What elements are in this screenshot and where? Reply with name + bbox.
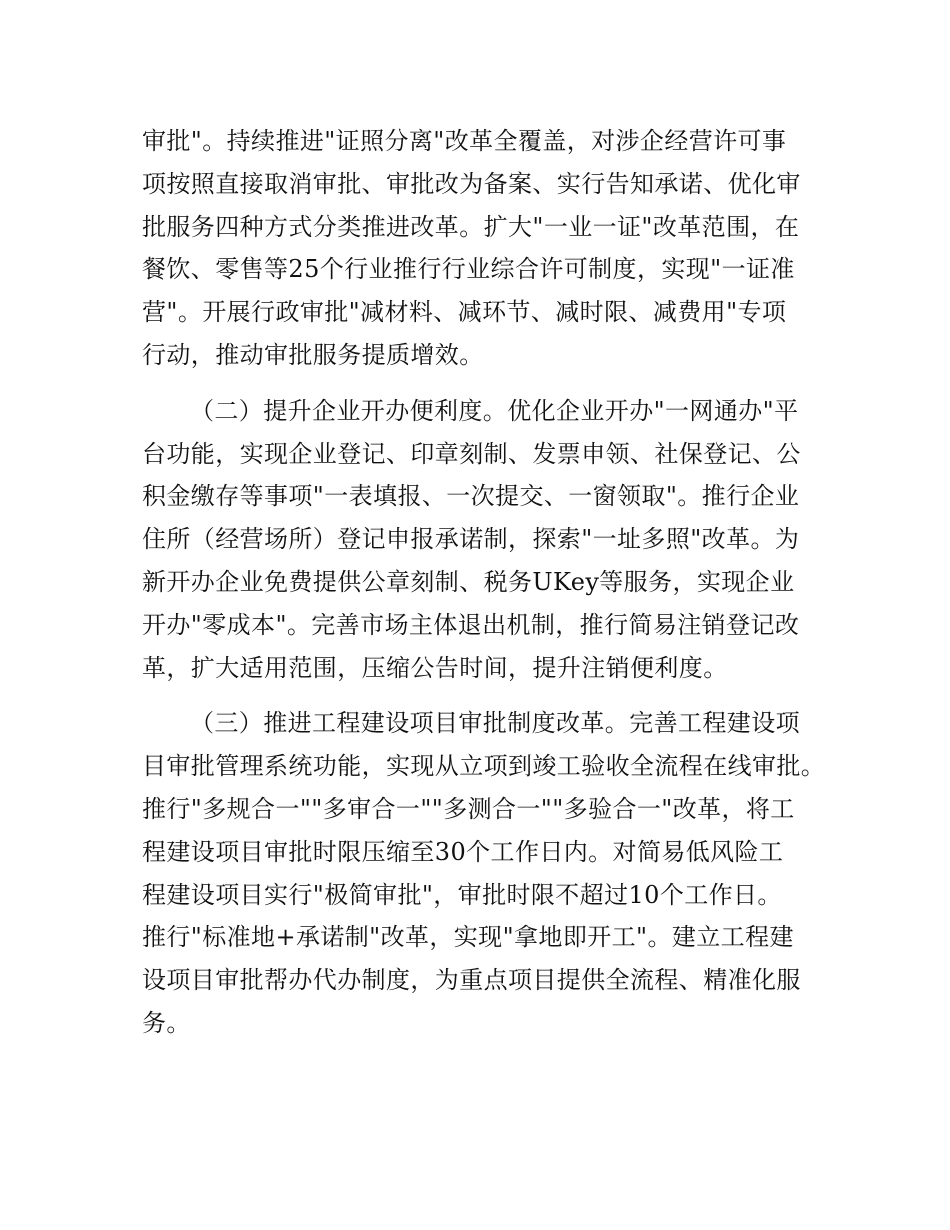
paragraph-spacer xyxy=(142,689,812,702)
text-line: 项按照直接取消审批、审批改为备案、实行告知承诺、优化审 xyxy=(142,169,801,198)
text-line: 批服务四种方式分类推进改革。扩大"一业一证"改革范围，在 xyxy=(142,212,800,241)
text-line: 开办"零成本"。完善市场主体退出机制，推行简易注销登记改 xyxy=(142,610,800,639)
paragraph-1 xyxy=(142,120,812,377)
text-line: 目审批管理系统功能，实现从立项到竣工验收全流程在线审批。 xyxy=(142,752,826,781)
text-line: 住所（经营场所）登记申报承诺制，探索"一址多照"改革。为 xyxy=(142,525,800,554)
text-line: 设项目审批帮办代办制度，为重点项目提供全流程、精准化服 xyxy=(142,966,801,995)
paragraph-3 xyxy=(142,702,826,1044)
text-line: （二）提升企业开办便利度。优化企业开办"一网通办"平 xyxy=(190,396,799,425)
document-body xyxy=(142,120,826,1045)
text-line: 推行"标准地+承诺制"改革，实现"拿地即开工"。建立工程建 xyxy=(142,923,794,952)
text-line: 营"。开展行政审批"减材料、减环节、减时限、减费用"专项 xyxy=(142,298,787,327)
text-line: （三）推进工程建设项目审批制度改革。完善工程建设项 xyxy=(190,709,800,738)
text-line: 积金缴存等事项"一表填报、一次提交、一窗领取"。推行企业 xyxy=(142,482,800,511)
paragraph-spacer xyxy=(142,377,812,390)
paragraph-2 xyxy=(142,390,812,690)
text-line: 推行"多规合一""多审合一""多测合一""多验合一"改革，将工 xyxy=(142,794,795,823)
text-line: 行动，推动审批服务提质增效。 xyxy=(142,340,484,369)
text-line: 餐饮、零售等25个行业推行行业综合许可制度，实现"一证准 xyxy=(142,255,795,284)
text-line: 革，扩大适用范围，压缩公告时间，提升注销便利度。 xyxy=(142,653,728,682)
text-line: 审批"。持续推进"证照分离"改革全覆盖，对涉企经营许可事 xyxy=(142,127,787,155)
text-line: 新开办企业免费提供公章刻制、税务UKey等服务，实现企业 xyxy=(142,567,795,596)
text-line: 程建设项目审批时限压缩至30个工作日内。对简易低风险工 xyxy=(142,837,784,866)
text-line: 台功能，实现企业登记、印章刻制、发票申领、社保登记、公 xyxy=(142,439,801,468)
text-line: 程建设项目实行"极简审批"，审批时限不超过10个工作日。 xyxy=(142,880,782,909)
text-line: 务。 xyxy=(142,1008,191,1037)
